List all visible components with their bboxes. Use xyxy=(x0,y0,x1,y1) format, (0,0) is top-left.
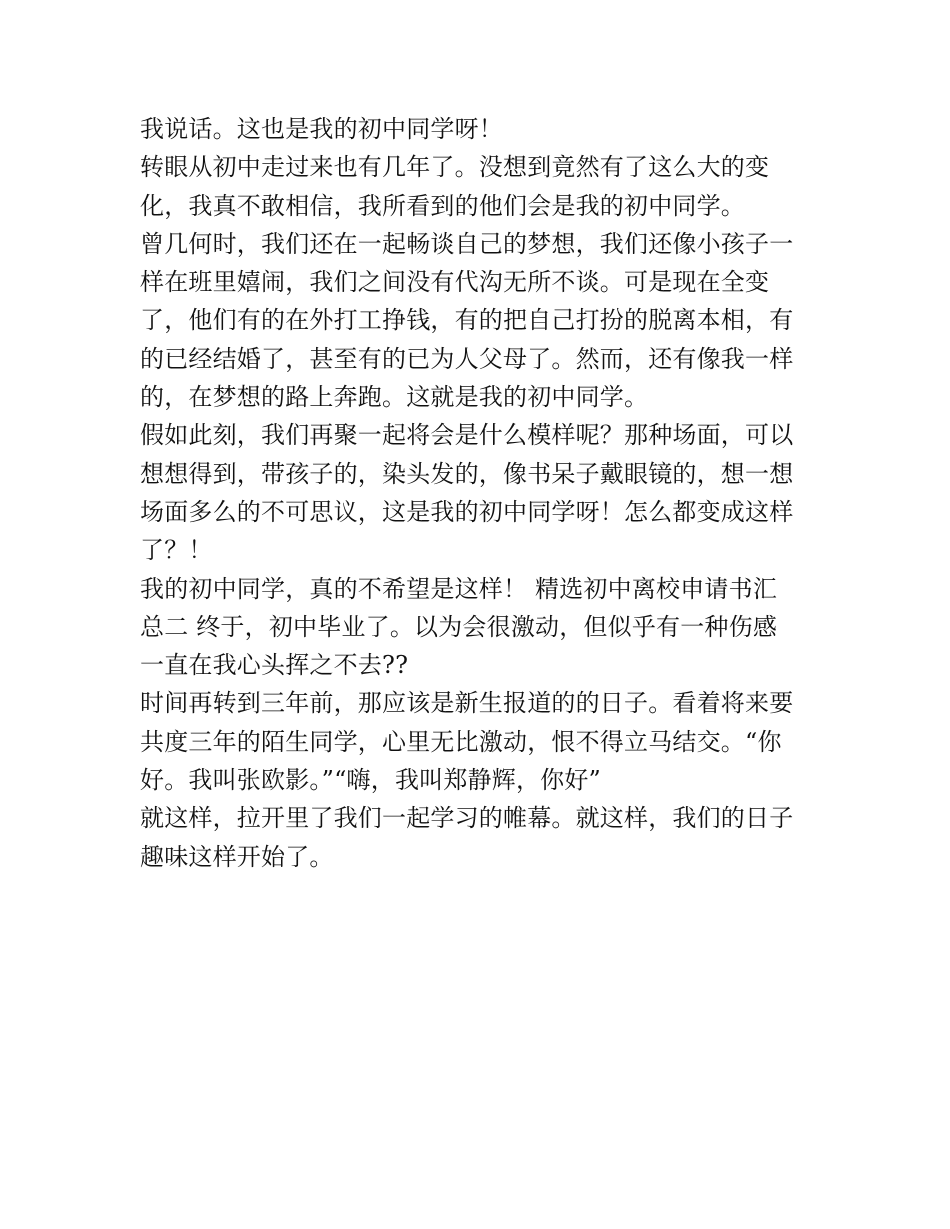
text-line: 化，我真不敢相信，我所看到的他们会是我的初中同学。 xyxy=(140,191,745,220)
text-line: 我的初中同学，真的不希望是这样！ 精选初中离校申请书汇 xyxy=(140,574,778,603)
text-line: 想想得到，带孩子的，染头发的，像书呆子戴眼镜的，想一想 xyxy=(140,459,794,488)
text-line: 总二 终于，初中毕业了。以为会很激动，但似乎有一种伤感 xyxy=(140,612,778,641)
text-line: 了，他们有的在外打工挣钱，有的把自己打扮的脱离本相，有 xyxy=(140,306,794,335)
text-line: 好。我叫张欧影。”“嗨，我叫郑静辉，你好” xyxy=(140,766,602,795)
text-line: 的已经结婚了，甚至有的已为人父母了。然而，还有像我一样 xyxy=(140,344,794,373)
text-line: 假如此刻，我们再聚一起将会是什么模样呢？那种场面，可以 xyxy=(140,421,794,450)
text-line: 时间再转到三年前，那应该是新生报道的的日子。看着将来要 xyxy=(140,689,794,718)
text-line: 一直在我心头挥之不去?? xyxy=(140,651,409,680)
text-line: 样在班里嬉闹，我们之间没有代沟无所不谈。可是现在全变 xyxy=(140,268,770,297)
text-line: 转眼从初中走过来也有几年了。没想到竟然有了这么大的变 xyxy=(140,153,770,182)
text-line: 曾几何时，我们还在一起畅谈自己的梦想，我们还像小孩子一 xyxy=(140,229,794,258)
text-line: 了？！ xyxy=(140,536,213,565)
text-line: 共度三年的陌生同学，心里无比激动，恨不得立马结交。“你 xyxy=(140,727,782,756)
text-line: 趣味这样开始了。 xyxy=(140,842,334,871)
text-line: 就这样，拉开里了我们一起学习的帷幕。就这样，我们的日子 xyxy=(140,804,794,833)
text-line: 的，在梦想的路上奔跑。这就是我的初中同学。 xyxy=(140,383,649,412)
text-line: 我说话。这也是我的初中同学呀！ xyxy=(140,115,503,143)
body-text xyxy=(140,110,830,876)
text-line: 场面多么的不可思议，这是我的初中同学呀！怎么都变成这样 xyxy=(140,497,794,526)
